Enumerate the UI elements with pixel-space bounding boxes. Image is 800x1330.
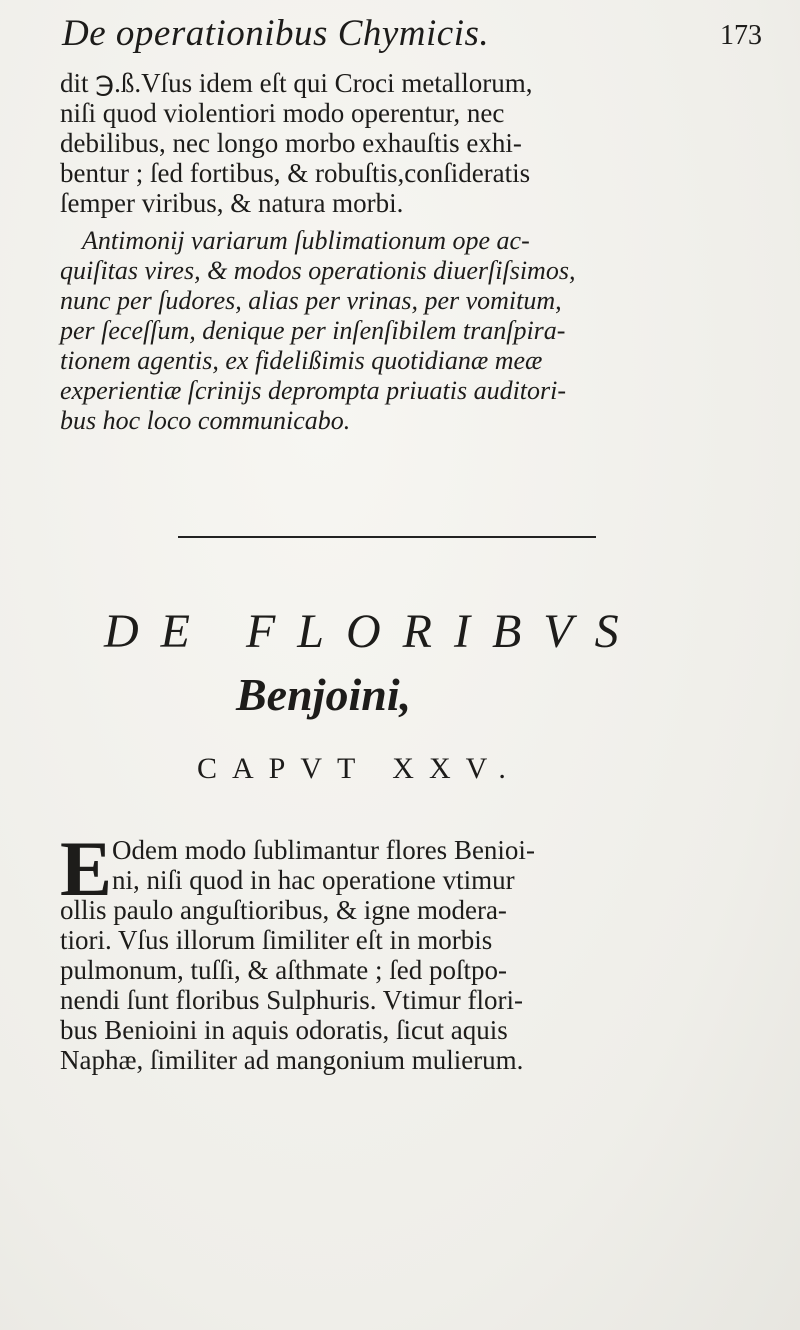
text-line: dit ℈.ß.Vſus idem eſt qui Croci metallorum, <box>60 68 533 98</box>
page-number: 173 <box>720 20 762 51</box>
page-header <box>62 6 782 66</box>
chapter-paragraph <box>60 895 790 1075</box>
text-line: pulmonum, tuſſi, & aſthmate ; ſed poſtpo- <box>60 955 507 985</box>
text-line: ollis paulo anguſtioribus, & igne modera- <box>60 895 507 925</box>
text-line: Antimonij variarum ſublimationum ope ac- <box>82 226 530 255</box>
text-line: debilibus, nec longo morbo exhauſtis exhi- <box>60 128 522 158</box>
section-title: DE FLORIBVS <box>104 605 641 658</box>
section-subtitle: Benjoini, <box>236 669 412 720</box>
text-line: tionem agentis, ex fidelißimis quotidianæ meæ <box>60 346 543 375</box>
text-line: nunc per ſudores, alias per vrinas, per vomitum, <box>60 286 562 315</box>
text-line: tiori. Vſus illorum ſimiliter eſt in morbis <box>60 925 493 955</box>
chapter-opening-lines <box>112 835 792 895</box>
italic-paragraph <box>60 226 790 436</box>
text-line: niſi quod violentiori modo operentur, nec <box>60 98 505 128</box>
text-line: ſemper viribus, & natura morbi. <box>60 188 404 218</box>
text-line: ni, niſi quod in hac operatione vtimur <box>112 865 515 895</box>
text-line: experientiæ ſcrinijs deprompta priuatis auditori- <box>60 376 567 405</box>
chapter-heading: CAPVT XXV. <box>197 752 521 785</box>
text-line: bus hoc loco communicabo. <box>60 406 351 435</box>
text-line: quiſitas vires, & modos operationis diuerſiſsimos, <box>60 256 576 285</box>
text-line: nendi ſunt floribus Sulphuris. Vtimur flori- <box>60 985 523 1015</box>
section-divider <box>178 536 596 538</box>
text-line: bus Benioini in aquis odoratis, ſicut aquis <box>60 1015 508 1045</box>
drop-cap: E <box>60 825 113 912</box>
text-line: per ſeceſſum, denique per inſenſibilem tranſpira- <box>60 316 566 345</box>
running-head: De operationibus Chymicis. <box>62 13 490 54</box>
text-line: Naphæ, ſimiliter ad mangonium mulierum. <box>60 1045 524 1075</box>
text-line: Odem modo ſublimantur flores Benioi- <box>112 835 535 865</box>
upper-paragraph <box>60 68 790 218</box>
text-line: bentur ; ſed fortibus, & robuſtis,conſideratis <box>60 158 531 188</box>
